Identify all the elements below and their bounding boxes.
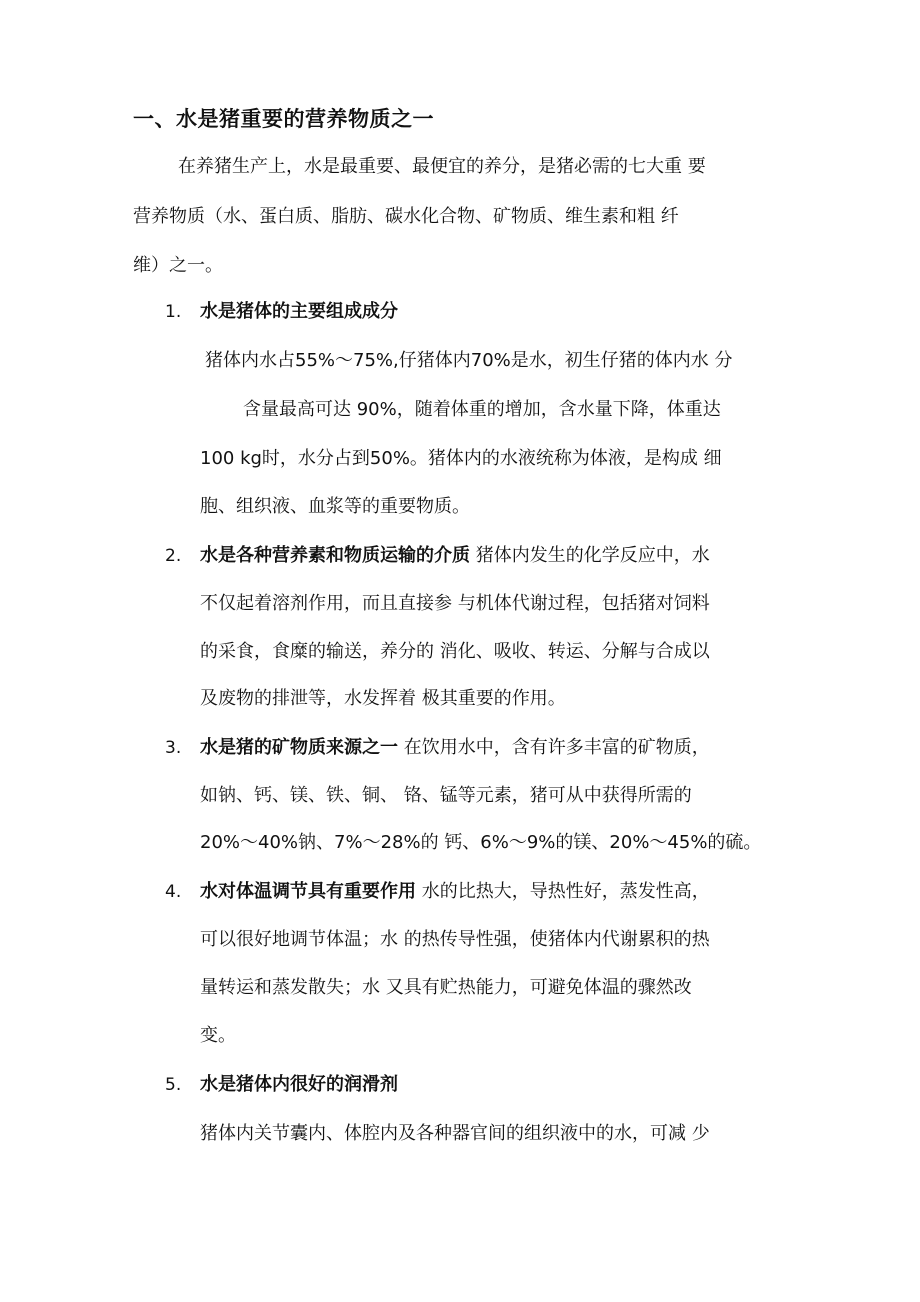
intro-line-1: 在养猪生产上，水是最重要、最便宜的养分，是猪必需的七大重 要: [178, 156, 706, 177]
item-1-line: 100 kg时，水分占到50%。猪体内的水液统称为体液，是构成 细: [200, 448, 722, 469]
item-2-first-line: [200, 544, 710, 568]
item-3-first-line-rest: 在饮用水中，含有许多丰富的矿物质，: [398, 737, 710, 758]
intro-line-2: 营养物质（水、蛋白质、脂肪、碳水化合物、矿物质、维生素和粗 纤: [133, 206, 679, 227]
item-2-line: 不仅起着溶剂作用，而且直接参 与机体代谢过程，包括猪对饲料: [200, 593, 710, 614]
item-1-number: 1.: [165, 302, 182, 322]
item-2-line: 的采食，食糜的输送，养分的 消化、吸收、转运、分解与合成以: [200, 641, 710, 662]
item-3-line: 如钠、钙、镁、铁、铜、 铬、锰等元素，猪可从中获得所需的: [200, 785, 692, 806]
intro-line-3: 维）之一。: [133, 255, 223, 276]
item-4-line: 可以很好地调节体温；水 的热传导性强，使猪体内代谢累积的热: [200, 929, 710, 950]
item-1-line: 胞、组织液、血浆等的重要物质。: [200, 496, 470, 517]
section-heading: 一、水是猪重要的营养物质之一: [133, 107, 434, 131]
item-4-line: 变。: [200, 1025, 236, 1046]
item-4-title: 水对体温调节具有重要作用: [200, 881, 416, 902]
item-3-line: 20%〜40%钠、7%〜28%的 钙、6%〜9%的镁、20%〜45%的硫。: [200, 832, 762, 853]
item-5-line: 猪体内关节囊内、体腔内及各种器官间的组织液中的水，可减 少: [200, 1123, 710, 1144]
item-3-first-line: [200, 736, 710, 760]
item-4-first-line: [200, 880, 710, 904]
item-5-title: 水是猪体内很好的润滑剂: [200, 1074, 398, 1095]
item-2-first-line-rest: 猪体内发生的化学反应中，水: [470, 545, 710, 566]
item-1-line: 含量最高可达 90%，随着体重的增加，含水量下降，体重达: [243, 399, 721, 420]
item-3-number: 3.: [165, 738, 182, 758]
item-1-title: 水是猪体的主要组成成分: [200, 301, 398, 322]
item-4-number: 4.: [165, 882, 182, 902]
item-4-first-line-rest: 水的比热大，导热性好，蒸发性高，: [416, 881, 710, 902]
item-1-line: 猪体内水占55%〜75%,仔猪体内70%是水，初生仔猪的体内水 分: [205, 350, 733, 371]
item-2-title: 水是各种营养素和物质运输的介质: [200, 545, 470, 566]
item-4-line: 量转运和蒸发散失；水 又具有贮热能力，可避免体温的骤然改: [200, 977, 692, 998]
item-3-title: 水是猪的矿物质来源之一: [200, 737, 398, 758]
item-2-number: 2.: [165, 546, 182, 566]
item-2-line: 及废物的排泄等，水发挥着 极其重要的作用。: [200, 688, 566, 709]
item-5-number: 5.: [165, 1075, 182, 1095]
